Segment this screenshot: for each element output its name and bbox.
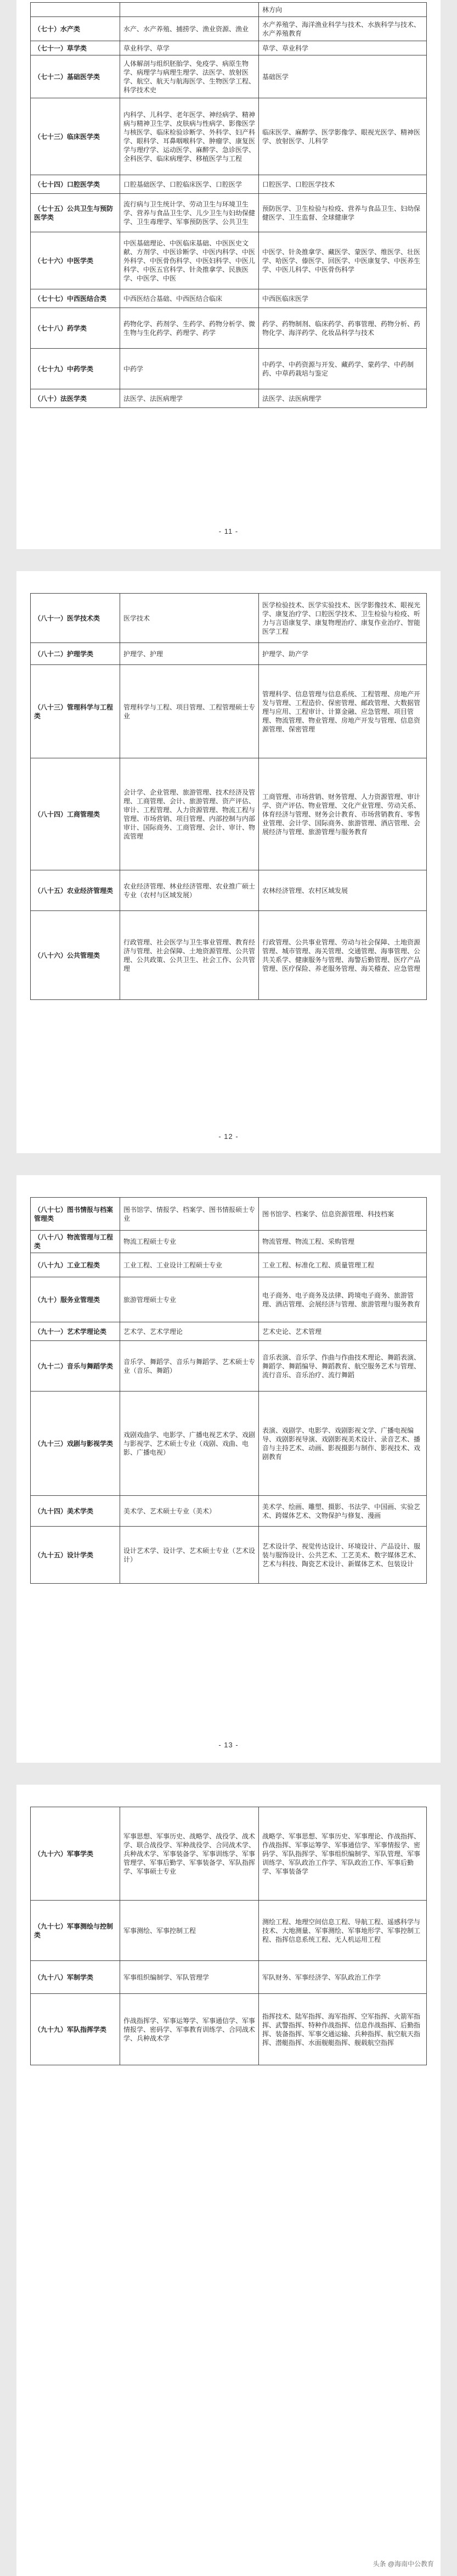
category-name-cell: （八十七）图书情报与档案管理类	[31, 1198, 120, 1231]
undergraduate-majors-cell: 药学、药物制剂、临床药学、药事管理、药物分析、药物化学、海洋药学、化妆品科学与技术	[259, 308, 427, 349]
table-row	[31, 665, 427, 758]
postgraduate-majors-cell: 美术学、艺术硕士专业（美术）	[120, 1496, 259, 1527]
table-row	[31, 1961, 427, 1994]
table-row	[31, 1496, 427, 1527]
category-name-cell: （七十八）药学类	[31, 308, 120, 349]
category-table	[30, 1807, 427, 2065]
category-name-cell: （九十）服务业管理类	[31, 1277, 120, 1322]
postgraduate-majors-cell: 药物化学、药剂学、生药学、药物分析学、微生物与生化药学、药理学、药学	[120, 308, 259, 349]
table-row	[31, 232, 427, 289]
undergraduate-majors-cell: 林方向	[259, 3, 427, 17]
undergraduate-majors-cell: 物流管理、物流工程、采购管理	[259, 1231, 427, 1253]
category-table	[30, 2, 427, 408]
category-name-cell: （八十）法医学类	[31, 389, 120, 408]
undergraduate-majors-cell: 工商管理、市场营销、财务管理、人力资源管理、审计学、资产评估、物业管理、文化产业管理、劳动关系、体育经济与管理、财务会计教育、市场营销教育、零售业管理、会计学、国际商务、旅游管理、酒店管理、会展经济与管理、旅游管理与服务教育	[259, 758, 427, 870]
undergraduate-majors-cell: 医学检验技术、医学实验技术、医学影像技术、眼视光学、康复治疗学、口腔医学技术、卫生检验与检疫、听力与言语康复学、康复物理治疗、康复作业治疗、智能医学工程	[259, 594, 427, 643]
table-row	[31, 55, 427, 98]
category-name-cell: （八十五）农业经济管理类	[31, 870, 120, 911]
undergraduate-majors-cell: 行政管理、公共事业管理、劳动与社会保障、土地资源管理、城市管理、海关管理、交通管理、海事管理、公共关系学、健康服务与管理、海警后勤管理、医疗产品管理、医疗保险、养老服务管理、海关稽查、应急管理	[259, 911, 427, 1000]
undergraduate-majors-cell: 预防医学、卫生检验与检疫、营养与食品卫生、妇幼保健医学、卫生监督、全球健康学	[259, 194, 427, 232]
category-name-cell: （八十九）工业工程类	[31, 1253, 120, 1277]
postgraduate-majors-cell: 人体解剖与组织胚胎学、免疫学、病原生物学、病理学与病理生理学、法医学、放射医学、航空、航天与航海医学、生物医学工程、科学技术史	[120, 55, 259, 98]
undergraduate-majors-cell: 口腔医学、口腔医学技术	[259, 175, 427, 194]
undergraduate-majors-cell: 法医学、法医病理学	[259, 389, 427, 408]
category-name-cell: （九十三）戏剧与影视学类	[31, 1392, 120, 1496]
document-page-12	[16, 571, 441, 1153]
postgraduate-majors-cell	[120, 3, 259, 17]
category-name-cell: （七十九）中药学类	[31, 349, 120, 389]
undergraduate-majors-cell: 艺术史论、艺术管理	[259, 1322, 427, 1341]
postgraduate-majors-cell: 军事测绘、军事控制工程	[120, 1901, 259, 1961]
postgraduate-majors-cell: 草业科学、草学	[120, 41, 259, 55]
category-name-cell: （八十八）物流管理与工程类	[31, 1231, 120, 1253]
postgraduate-majors-cell: 旅游管理硕士专业	[120, 1277, 259, 1322]
table-row	[31, 1253, 427, 1277]
table-row	[31, 1322, 427, 1341]
category-name-cell: （九十七）军事测绘与控制类	[31, 1901, 120, 1961]
postgraduate-majors-cell: 法医学、法医病理学	[120, 389, 259, 408]
table-row	[31, 1198, 427, 1231]
category-name-cell	[31, 3, 120, 17]
postgraduate-majors-cell: 会计学、企业管理、旅游管理、技术经济及管理、工商管理、会计、旅游管理、资产评估、审计、工程管理、人力资源管理、物流工程与管理、市场营销、项目管理、内部控制与内部审计、国际商务、工商管理、会计、审计、物流管理	[120, 758, 259, 870]
undergraduate-majors-cell: 表演、戏剧学、电影学、戏剧影视文学、广播电视编导、戏剧影视导演、戏剧影视美术设计、录音艺术、播音与主持艺术、动画、影视摄影与制作、影视技术、戏剧教育	[259, 1392, 427, 1496]
table-row	[31, 911, 427, 1000]
category-name-cell: （七十四）口腔医学类	[31, 175, 120, 194]
undergraduate-majors-cell: 艺术设计学、视觉传达设计、环境设计、产品设计、服装与服饰设计、公共艺术、工艺美术、数字媒体艺术、艺术与科技、陶瓷艺术设计、新媒体艺术、包装设计	[259, 1527, 427, 1584]
undergraduate-majors-cell: 护理学、助产学	[259, 643, 427, 665]
table-row	[31, 308, 427, 349]
undergraduate-majors-cell: 军队财务、军事经济学、军队政治工作学	[259, 1961, 427, 1994]
category-name-cell: （七十二）基础医学类	[31, 55, 120, 98]
postgraduate-majors-cell: 工业工程、工业设计工程硕士专业	[120, 1253, 259, 1277]
table-row	[31, 98, 427, 175]
table-row	[31, 389, 427, 408]
table-row	[31, 175, 427, 194]
postgraduate-majors-cell: 作战指挥学、军事运筹学、军事通信学、军事情报学、密码学、军事教育训练学、合同战术学、兵种战术学	[120, 1994, 259, 2065]
page-number: - 12 -	[218, 1132, 239, 1141]
category-name-cell: （七十七）中西医结合类	[31, 289, 120, 308]
document-page-11	[16, 0, 441, 549]
table-row	[31, 1807, 427, 1901]
postgraduate-majors-cell: 管理科学与工程、项目管理、工程管理硕士专业	[120, 665, 259, 758]
category-name-cell: （九十一）艺术学理论类	[31, 1322, 120, 1341]
category-name-cell: （七十六）中医学类	[31, 232, 120, 289]
postgraduate-majors-cell: 护理学、护理	[120, 643, 259, 665]
category-name-cell: （八十一）医学技术类	[31, 594, 120, 643]
table-row	[31, 1341, 427, 1392]
category-name-cell: （九十八）军制学类	[31, 1961, 120, 1994]
category-name-cell: （九十五）设计学类	[31, 1527, 120, 1584]
postgraduate-majors-cell: 医学技术	[120, 594, 259, 643]
postgraduate-majors-cell: 戏剧戏曲学、电影学、广播电视艺术学、戏剧与影视学、艺术硕士专业（戏剧、戏曲、电影、广播电视）	[120, 1392, 259, 1496]
postgraduate-majors-cell: 艺术学、艺术学理论	[120, 1322, 259, 1341]
table-row	[31, 870, 427, 911]
category-name-cell: （九十二）音乐与舞蹈学类	[31, 1341, 120, 1392]
document-page-13	[16, 1175, 441, 1763]
undergraduate-majors-cell: 音乐表演、音乐学、作曲与作曲技术理论、舞蹈表演、舞蹈学、舞蹈编导、舞蹈教育、航空服务艺术与管理、流行音乐、音乐治疗、流行舞蹈	[259, 1341, 427, 1392]
page-number: - 13 -	[218, 1741, 239, 1749]
postgraduate-majors-cell: 中西医结合基础、中西医结合临床	[120, 289, 259, 308]
undergraduate-majors-cell: 指挥技术、陆军指挥、海军指挥、空军指挥、火箭军指挥、武警指挥、特种作战指挥、信息作战指挥、后勤指挥、装备指挥、军事交通运输、兵种指挥、航空航天指挥、潜艇指挥、水面舰艇指挥、舰载航空指挥	[259, 1994, 427, 2065]
table-row	[31, 758, 427, 870]
category-name-cell: （九十九）军队指挥学类	[31, 1994, 120, 2065]
postgraduate-majors-cell: 内科学、儿科学、老年医学、神经病学、精神病与精神卫生学、皮肤病与性病学、影像医学与核医学、临床检验诊断学、外科学、妇产科学、眼科学、耳鼻咽喉科学、肿瘤学、康复医学与理疗学、运动医学、麻醉学、急诊医学、全科医学、临床病理学、移植医学与工程	[120, 98, 259, 175]
category-table	[30, 593, 427, 1000]
undergraduate-majors-cell: 战略学、军事思想、军事历史、军事理论、作战指挥、作战指挥、军事运筹学、军事通信学、军事情报学、密码学、军队指挥学、军事组织编制学、军队管理、军事训练学、军队政治工作学、军队政治工作、军事后勤学、军事装备学	[259, 1807, 427, 1901]
undergraduate-majors-cell: 中医学、针灸推拿学、藏医学、蒙医学、维医学、壮医学、哈医学、傣医学、回医学、中医康复学、中医养生学、中医儿科学、中医骨伤科学	[259, 232, 427, 289]
category-name-cell: （七十三）临床医学类	[31, 98, 120, 175]
category-name-cell: （九十六）军事学类	[31, 1807, 120, 1901]
watermark-text: 头条 @海南中公教育	[373, 2560, 434, 2568]
page-number: - 11 -	[218, 527, 239, 535]
table-row	[31, 1231, 427, 1253]
undergraduate-majors-cell: 农林经济管理、农村区域发展	[259, 870, 427, 911]
postgraduate-majors-cell: 水产、水产养殖、捕捞学、渔业资源、渔业	[120, 17, 259, 41]
postgraduate-majors-cell: 中药学	[120, 349, 259, 389]
postgraduate-majors-cell: 军事思想、军事历史、战略学、战役学、战术学、联合战役学、军种战役学、合同战术学、兵种战术学、军事装备学、军事训练学、军事管理学、军事后勤学、军事装备学、军队指挥学、军事硕士专业	[120, 1807, 259, 1901]
postgraduate-majors-cell: 物流工程硕士专业	[120, 1231, 259, 1253]
undergraduate-majors-cell: 美术学、绘画、雕塑、摄影、书法学、中国画、实验艺术、跨媒体艺术、文物保护与修复、漫画	[259, 1496, 427, 1527]
undergraduate-majors-cell: 中药学、中药资源与开发、藏药学、蒙药学、中药制药、中草药栽培与鉴定	[259, 349, 427, 389]
table-row	[31, 1392, 427, 1496]
category-name-cell: （九十四）美术学类	[31, 1496, 120, 1527]
category-table	[30, 1197, 427, 1584]
category-name-cell: （八十二）护理学类	[31, 643, 120, 665]
table-row	[31, 349, 427, 389]
table-row	[31, 194, 427, 232]
postgraduate-majors-cell: 中医基础理论、中医临床基础、中医医史文献、方剂学、中医诊断学、中医内科学、中医外科学、中医骨伤科学、中医妇科学、中医儿科学、中医五官科学、针灸推拿学、民族医学、中医学、中医	[120, 232, 259, 289]
undergraduate-majors-cell: 临床医学、麻醉学、医学影像学、眼视光医学、精神医学、放射医学、儿科学	[259, 98, 427, 175]
undergraduate-majors-cell: 基础医学	[259, 55, 427, 98]
postgraduate-majors-cell: 口腔基础医学、口腔临床医学、口腔医学	[120, 175, 259, 194]
table-row	[31, 289, 427, 308]
undergraduate-majors-cell: 草学、草业科学	[259, 41, 427, 55]
table-row	[31, 3, 427, 17]
postgraduate-majors-cell: 行政管理、社会医学与卫生事业管理、教育经济与管理、社会保障、土地资源管理、公共管理、公共政策、公共卫生、社会工作、公共管理	[120, 911, 259, 1000]
undergraduate-majors-cell: 水产养殖学、海洋渔业科学与技术、水族科学与技术、水产养殖教育	[259, 17, 427, 41]
postgraduate-majors-cell: 军事组织编制学、军队管理学	[120, 1961, 259, 1994]
postgraduate-majors-cell: 音乐学、舞蹈学、音乐与舞蹈学、艺术硕士专业（音乐、舞蹈）	[120, 1341, 259, 1392]
table-row	[31, 17, 427, 41]
postgraduate-majors-cell: 图书馆学、情报学、档案学、图书情报硕士专业	[120, 1198, 259, 1231]
category-name-cell: （八十四）工商管理类	[31, 758, 120, 870]
postgraduate-majors-cell: 农业经济管理、林业经济管理、农业推广硕士专业（农村与区域发展）	[120, 870, 259, 911]
table-row	[31, 1901, 427, 1961]
table-row	[31, 643, 427, 665]
category-name-cell: （八十三）管理科学与工程类	[31, 665, 120, 758]
table-row	[31, 1277, 427, 1322]
table-row	[31, 1994, 427, 2065]
undergraduate-majors-cell: 图书馆学、档案学、信息资源管理、科技档案	[259, 1198, 427, 1231]
category-name-cell: （七十）水产类	[31, 17, 120, 41]
table-row	[31, 594, 427, 643]
table-row	[31, 1527, 427, 1584]
undergraduate-majors-cell: 工业工程、标准化工程、质量管理工程	[259, 1253, 427, 1277]
undergraduate-majors-cell: 管理科学、信息管理与信息系统、工程管理、房地产开发与管理、工程造价、保密管理、邮政管理、大数据管理与应用、工程审计、计算金融、应急管理、项目管理、物流管理、物业管理、房地产开发与管理、信息资源管理、保密管理	[259, 665, 427, 758]
undergraduate-majors-cell: 中西医临床医学	[259, 289, 427, 308]
category-name-cell: （七十五）公共卫生与预防医学类	[31, 194, 120, 232]
category-name-cell: （七十一）草学类	[31, 41, 120, 55]
table-row	[31, 41, 427, 55]
document-page-14	[16, 1785, 441, 2576]
undergraduate-majors-cell: 电子商务、电子商务及法律、跨境电子商务、旅游管理、酒店管理、会展经济与管理、旅游管理与服务教育	[259, 1277, 427, 1322]
category-name-cell: （八十六）公共管理类	[31, 911, 120, 1000]
postgraduate-majors-cell: 流行病与卫生统计学、劳动卫生与环境卫生学、营养与食品卫生学、儿少卫生与妇幼保健学、卫生毒理学、军事预防医学、公共卫生	[120, 194, 259, 232]
undergraduate-majors-cell: 测绘工程、地理空间信息工程、导航工程、遥感科学与技术、大地测量、军事测绘、军事地形学、军事控制工程、指挥信息系统工程、无人机运用工程	[259, 1901, 427, 1961]
postgraduate-majors-cell: 设计艺术学、设计学、艺术硕士专业（艺术设计）	[120, 1527, 259, 1584]
